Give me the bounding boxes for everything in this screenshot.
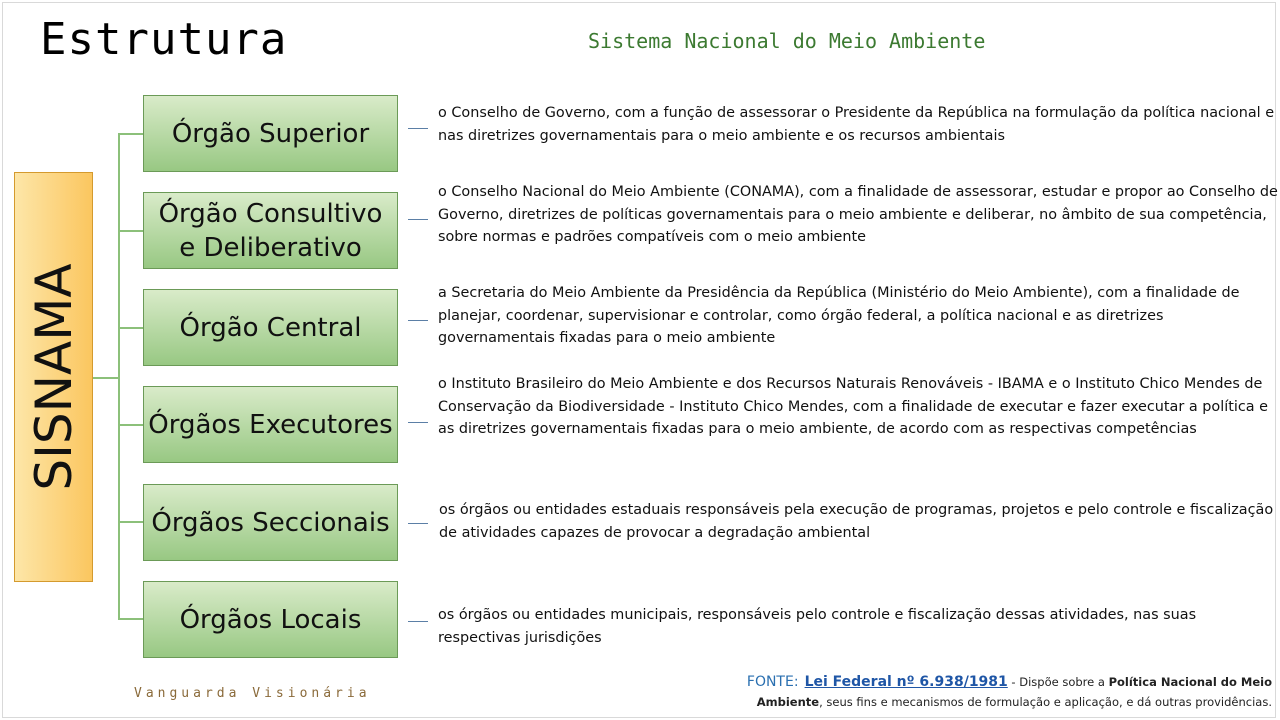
description-tick — [408, 422, 428, 423]
description-tick — [408, 128, 428, 129]
description-orgao-superior: o Conselho de Governo, com a função de assessorar o Presidente da República na formulação da política nacional e nas diretrizes governamentais para o meio ambiente e os recursos ambientais — [438, 105, 1275, 144]
connector-branch — [118, 521, 143, 523]
source-bold-text: Política Nacional do Meio Ambiente — [756, 675, 1272, 709]
connector-branch — [118, 133, 143, 135]
footer-brand: Vanguarda Visionária — [134, 686, 371, 701]
connector-trunk — [118, 133, 120, 620]
description-tick — [408, 621, 428, 622]
description-tick — [408, 523, 428, 524]
node-orgaos-executores: Órgãos Executores — [143, 386, 398, 463]
connector-branch — [118, 424, 143, 426]
node-orgao-consultivo-deliberativo: Órgão Consultivo e Deliberativo — [143, 192, 398, 269]
node-orgao-central: Órgão Central — [143, 289, 398, 366]
source-label: FONTE: — [746, 674, 799, 690]
description-orgaos-seccionais: os órgãos ou entidades estaduais responsáveis pela execução de programas, projetos e pelo controle e fiscalização de atividades capazes de provocar a degradação ambiental — [439, 502, 1274, 541]
law-link[interactable]: Lei Federal nº 6.938/1981 — [804, 674, 1008, 690]
page-subtitle: Sistema Nacional do Meio Ambiente — [588, 29, 986, 53]
description-orgao-central: a Secretaria do Meio Ambiente da Presidência da República (Ministério do Meio Ambiente), com a finalidade de planejar, coordenar, supervisionar e controlar, como órgão federal, a política nacional e as diretrizes governamentais fixadas para o meio ambiente — [438, 285, 1240, 346]
description-tick — [408, 219, 428, 220]
node-orgaos-seccionais: Órgãos Seccionais — [143, 484, 398, 561]
source-citation — [700, 672, 1272, 712]
source-text: - Dispõe sobre a — [1007, 675, 1109, 689]
node-orgaos-locais: Órgãos Locais — [143, 581, 398, 658]
root-node-label: SISNAMA — [24, 263, 83, 491]
source-text-end: , seus fins e mecanismos de formulação e aplicação, e dá outras providências. — [819, 695, 1272, 709]
page-title: Estrutura — [40, 14, 288, 65]
connector-branch — [118, 327, 143, 329]
root-node-sisnama — [14, 172, 93, 582]
connector-branch — [118, 230, 143, 232]
connector-root-stub — [93, 377, 119, 379]
description-orgaos-locais: os órgãos ou entidades municipais, responsáveis pelo controle e fiscalização dessas atividades, nas suas respectivas jurisdições — [438, 607, 1197, 646]
connector-branch — [118, 618, 143, 620]
description-tick — [408, 320, 428, 321]
description-orgao-consultivo-deliberativo: o Conselho Nacional do Meio Ambiente (CONAMA), com a finalidade de assessorar, estudar e propor ao Conselho de Governo, diretrizes de políticas governamentais para o meio ambiente e deliberar, no âmbito de sua competência, sobre normas e padrões compatíveis com o meio ambiente — [438, 184, 1278, 245]
node-orgao-superior: Órgão Superior — [143, 95, 398, 172]
description-orgaos-executores: o Instituto Brasileiro do Meio Ambiente e dos Recursos Naturais Renováveis - IBAMA e o Instituto Chico Mendes de Conservação da Biodiversidade - Instituto Chico Mendes, com a finalidade de executar e fazer executar a política e as diretrizes governamentais fixadas para o meio ambiente, de acordo com as respectivas competências — [438, 376, 1268, 437]
